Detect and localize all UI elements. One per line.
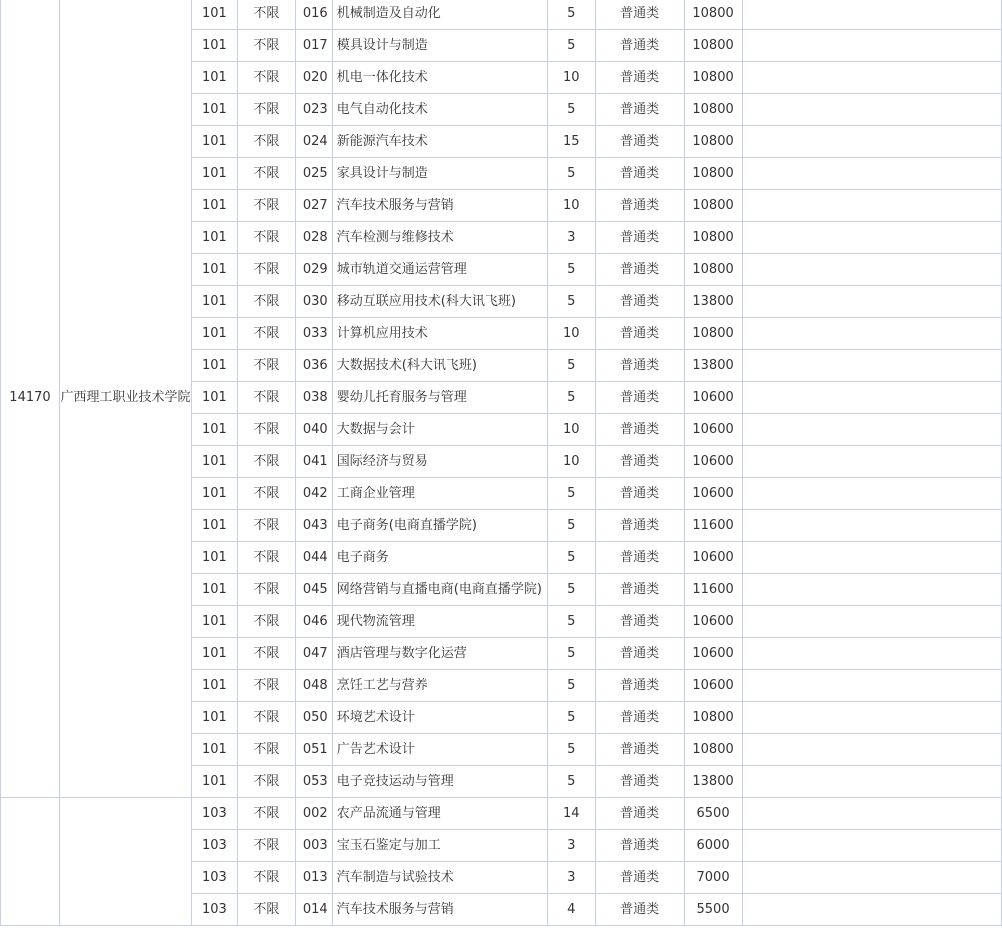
remarks-cell bbox=[742, 222, 1001, 254]
tuition-fee-cell: 10600 bbox=[684, 606, 742, 638]
plan-count-cell: 15 bbox=[547, 126, 595, 158]
major-code-cell: 036 bbox=[295, 350, 332, 382]
major-code-cell: 033 bbox=[295, 318, 332, 350]
plan-count-cell: 5 bbox=[547, 638, 595, 670]
tuition-fee-cell: 10600 bbox=[684, 542, 742, 574]
gender-cell: 不限 bbox=[237, 862, 295, 894]
major-name-cell: 酒店管理与数字化运营 bbox=[332, 638, 547, 670]
batch-cell: 101 bbox=[191, 478, 237, 510]
major-code-cell: 044 bbox=[295, 542, 332, 574]
category-cell: 普通类 bbox=[595, 798, 684, 830]
major-name-cell: 工商企业管理 bbox=[332, 478, 547, 510]
category-cell: 普通类 bbox=[595, 0, 684, 30]
remarks-cell bbox=[742, 318, 1001, 350]
major-name-cell: 电子商务(电商直播学院) bbox=[332, 510, 547, 542]
category-cell: 普通类 bbox=[595, 190, 684, 222]
category-cell: 普通类 bbox=[595, 766, 684, 798]
gender-cell: 不限 bbox=[237, 894, 295, 926]
plan-count-cell: 5 bbox=[547, 382, 595, 414]
major-code-cell: 013 bbox=[295, 862, 332, 894]
major-name-cell: 现代物流管理 bbox=[332, 606, 547, 638]
tuition-fee-cell: 10800 bbox=[684, 30, 742, 62]
major-name-cell: 电子商务 bbox=[332, 542, 547, 574]
major-name-cell: 大数据与会计 bbox=[332, 414, 547, 446]
gender-cell: 不限 bbox=[237, 190, 295, 222]
gender-cell: 不限 bbox=[237, 94, 295, 126]
remarks-cell bbox=[742, 158, 1001, 190]
major-code-cell: 051 bbox=[295, 734, 332, 766]
major-code-cell: 014 bbox=[295, 894, 332, 926]
category-cell: 普通类 bbox=[595, 62, 684, 94]
tuition-fee-cell: 10600 bbox=[684, 414, 742, 446]
batch-cell: 101 bbox=[191, 638, 237, 670]
school-name-cell bbox=[59, 798, 191, 926]
category-cell: 普通类 bbox=[595, 670, 684, 702]
batch-cell: 101 bbox=[191, 542, 237, 574]
plan-count-cell: 10 bbox=[547, 446, 595, 478]
table-row bbox=[1, 0, 1002, 30]
major-name-cell: 家具设计与制造 bbox=[332, 158, 547, 190]
gender-cell: 不限 bbox=[237, 478, 295, 510]
plan-count-cell: 5 bbox=[547, 158, 595, 190]
major-name-cell: 模具设计与制造 bbox=[332, 30, 547, 62]
major-name-cell: 汽车技术服务与营销 bbox=[332, 894, 547, 926]
major-code-cell: 003 bbox=[295, 830, 332, 862]
remarks-cell bbox=[742, 0, 1001, 30]
category-cell: 普通类 bbox=[595, 350, 684, 382]
gender-cell: 不限 bbox=[237, 542, 295, 574]
remarks-cell bbox=[742, 510, 1001, 542]
gender-cell: 不限 bbox=[237, 222, 295, 254]
category-cell: 普通类 bbox=[595, 382, 684, 414]
gender-cell: 不限 bbox=[237, 30, 295, 62]
category-cell: 普通类 bbox=[595, 254, 684, 286]
category-cell: 普通类 bbox=[595, 446, 684, 478]
major-name-cell: 计算机应用技术 bbox=[332, 318, 547, 350]
remarks-cell bbox=[742, 894, 1001, 926]
remarks-cell bbox=[742, 414, 1001, 446]
tuition-fee-cell: 6000 bbox=[684, 830, 742, 862]
category-cell: 普通类 bbox=[595, 862, 684, 894]
batch-cell: 101 bbox=[191, 158, 237, 190]
plan-count-cell: 3 bbox=[547, 830, 595, 862]
tuition-fee-cell: 10800 bbox=[684, 190, 742, 222]
tuition-fee-cell: 10600 bbox=[684, 382, 742, 414]
remarks-cell bbox=[742, 606, 1001, 638]
gender-cell: 不限 bbox=[237, 766, 295, 798]
plan-count-cell: 5 bbox=[547, 574, 595, 606]
major-code-cell: 017 bbox=[295, 30, 332, 62]
major-name-cell: 农产品流通与管理 bbox=[332, 798, 547, 830]
batch-cell: 101 bbox=[191, 254, 237, 286]
remarks-cell bbox=[742, 574, 1001, 606]
major-name-cell: 汽车技术服务与营销 bbox=[332, 190, 547, 222]
batch-cell: 101 bbox=[191, 190, 237, 222]
plan-count-cell: 3 bbox=[547, 862, 595, 894]
gender-cell: 不限 bbox=[237, 286, 295, 318]
remarks-cell bbox=[742, 638, 1001, 670]
tuition-fee-cell: 13800 bbox=[684, 766, 742, 798]
major-name-cell: 婴幼儿托育服务与管理 bbox=[332, 382, 547, 414]
category-cell: 普通类 bbox=[595, 542, 684, 574]
remarks-cell bbox=[742, 478, 1001, 510]
tuition-fee-cell: 6500 bbox=[684, 798, 742, 830]
category-cell: 普通类 bbox=[595, 830, 684, 862]
major-code-cell: 040 bbox=[295, 414, 332, 446]
category-cell: 普通类 bbox=[595, 510, 684, 542]
major-name-cell: 电气自动化技术 bbox=[332, 94, 547, 126]
batch-cell: 101 bbox=[191, 350, 237, 382]
major-name-cell: 汽车制造与试验技术 bbox=[332, 862, 547, 894]
batch-cell: 101 bbox=[191, 94, 237, 126]
batch-cell: 101 bbox=[191, 414, 237, 446]
category-cell: 普通类 bbox=[595, 574, 684, 606]
plan-count-cell: 14 bbox=[547, 798, 595, 830]
major-code-cell: 020 bbox=[295, 62, 332, 94]
gender-cell: 不限 bbox=[237, 158, 295, 190]
gender-cell: 不限 bbox=[237, 414, 295, 446]
major-code-cell: 050 bbox=[295, 702, 332, 734]
remarks-cell bbox=[742, 126, 1001, 158]
plan-count-cell: 5 bbox=[547, 94, 595, 126]
major-code-cell: 029 bbox=[295, 254, 332, 286]
category-cell: 普通类 bbox=[595, 30, 684, 62]
tuition-fee-cell: 13800 bbox=[684, 286, 742, 318]
major-code-cell: 002 bbox=[295, 798, 332, 830]
school-name-cell: 广西理工职业技术学院 bbox=[59, 0, 191, 798]
remarks-cell bbox=[742, 30, 1001, 62]
school-code-cell bbox=[1, 798, 60, 926]
batch-cell: 103 bbox=[191, 894, 237, 926]
major-code-cell: 023 bbox=[295, 94, 332, 126]
plan-count-cell: 10 bbox=[547, 62, 595, 94]
major-code-cell: 053 bbox=[295, 766, 332, 798]
category-cell: 普通类 bbox=[595, 318, 684, 350]
plan-count-cell: 5 bbox=[547, 0, 595, 30]
remarks-cell bbox=[742, 862, 1001, 894]
plan-count-cell: 5 bbox=[547, 702, 595, 734]
remarks-cell bbox=[742, 734, 1001, 766]
gender-cell: 不限 bbox=[237, 702, 295, 734]
plan-count-cell: 5 bbox=[547, 478, 595, 510]
major-code-cell: 042 bbox=[295, 478, 332, 510]
major-name-cell: 城市轨道交通运营管理 bbox=[332, 254, 547, 286]
remarks-cell bbox=[742, 798, 1001, 830]
tuition-fee-cell: 10800 bbox=[684, 158, 742, 190]
gender-cell: 不限 bbox=[237, 606, 295, 638]
remarks-cell bbox=[742, 94, 1001, 126]
tuition-fee-cell: 10800 bbox=[684, 222, 742, 254]
table-row bbox=[1, 798, 1002, 830]
major-name-cell: 汽车检测与维修技术 bbox=[332, 222, 547, 254]
category-cell: 普通类 bbox=[595, 606, 684, 638]
remarks-cell bbox=[742, 766, 1001, 798]
plan-count-cell: 5 bbox=[547, 670, 595, 702]
plan-count-cell: 10 bbox=[547, 318, 595, 350]
category-cell: 普通类 bbox=[595, 126, 684, 158]
major-name-cell: 广告艺术设计 bbox=[332, 734, 547, 766]
remarks-cell bbox=[742, 830, 1001, 862]
major-code-cell: 025 bbox=[295, 158, 332, 190]
plan-count-cell: 5 bbox=[547, 734, 595, 766]
school-code-cell: 14170 bbox=[1, 0, 60, 798]
plan-count-cell: 5 bbox=[547, 350, 595, 382]
batch-cell: 101 bbox=[191, 318, 237, 350]
gender-cell: 不限 bbox=[237, 510, 295, 542]
gender-cell: 不限 bbox=[237, 0, 295, 30]
category-cell: 普通类 bbox=[595, 734, 684, 766]
major-name-cell: 环境艺术设计 bbox=[332, 702, 547, 734]
major-name-cell: 国际经济与贸易 bbox=[332, 446, 547, 478]
batch-cell: 101 bbox=[191, 446, 237, 478]
major-name-cell: 烹饪工艺与营养 bbox=[332, 670, 547, 702]
remarks-cell bbox=[742, 254, 1001, 286]
tuition-fee-cell: 10800 bbox=[684, 318, 742, 350]
batch-cell: 101 bbox=[191, 670, 237, 702]
plan-count-cell: 5 bbox=[547, 254, 595, 286]
batch-cell: 101 bbox=[191, 286, 237, 318]
remarks-cell bbox=[742, 350, 1001, 382]
plan-count-cell: 10 bbox=[547, 414, 595, 446]
category-cell: 普通类 bbox=[595, 94, 684, 126]
major-code-cell: 041 bbox=[295, 446, 332, 478]
tuition-fee-cell: 13800 bbox=[684, 350, 742, 382]
batch-cell: 101 bbox=[191, 766, 237, 798]
gender-cell: 不限 bbox=[237, 382, 295, 414]
remarks-cell bbox=[742, 62, 1001, 94]
major-name-cell: 大数据技术(科大讯飞班) bbox=[332, 350, 547, 382]
major-name-cell: 网络营销与直播电商(电商直播学院) bbox=[332, 574, 547, 606]
tuition-fee-cell: 10800 bbox=[684, 94, 742, 126]
batch-cell: 101 bbox=[191, 702, 237, 734]
batch-cell: 103 bbox=[191, 798, 237, 830]
tuition-fee-cell: 11600 bbox=[684, 574, 742, 606]
gender-cell: 不限 bbox=[237, 446, 295, 478]
plan-count-cell: 5 bbox=[547, 30, 595, 62]
major-name-cell: 宝玉石鉴定与加工 bbox=[332, 830, 547, 862]
batch-cell: 101 bbox=[191, 126, 237, 158]
major-code-cell: 046 bbox=[295, 606, 332, 638]
batch-cell: 103 bbox=[191, 830, 237, 862]
major-code-cell: 045 bbox=[295, 574, 332, 606]
tuition-fee-cell: 10600 bbox=[684, 670, 742, 702]
batch-cell: 101 bbox=[191, 0, 237, 30]
batch-cell: 101 bbox=[191, 30, 237, 62]
category-cell: 普通类 bbox=[595, 894, 684, 926]
major-code-cell: 047 bbox=[295, 638, 332, 670]
tuition-fee-cell: 11600 bbox=[684, 510, 742, 542]
remarks-cell bbox=[742, 382, 1001, 414]
major-code-cell: 024 bbox=[295, 126, 332, 158]
batch-cell: 103 bbox=[191, 862, 237, 894]
tuition-fee-cell: 10600 bbox=[684, 446, 742, 478]
batch-cell: 101 bbox=[191, 510, 237, 542]
gender-cell: 不限 bbox=[237, 126, 295, 158]
major-code-cell: 027 bbox=[295, 190, 332, 222]
major-code-cell: 028 bbox=[295, 222, 332, 254]
batch-cell: 101 bbox=[191, 382, 237, 414]
plan-count-cell: 3 bbox=[547, 222, 595, 254]
plan-count-cell: 5 bbox=[547, 286, 595, 318]
tuition-fee-cell: 10600 bbox=[684, 478, 742, 510]
remarks-cell bbox=[742, 542, 1001, 574]
category-cell: 普通类 bbox=[595, 702, 684, 734]
gender-cell: 不限 bbox=[237, 62, 295, 94]
tuition-fee-cell: 10800 bbox=[684, 62, 742, 94]
major-code-cell: 030 bbox=[295, 286, 332, 318]
batch-cell: 101 bbox=[191, 606, 237, 638]
category-cell: 普通类 bbox=[595, 222, 684, 254]
gender-cell: 不限 bbox=[237, 734, 295, 766]
plan-count-cell: 10 bbox=[547, 190, 595, 222]
major-name-cell: 电子竞技运动与管理 bbox=[332, 766, 547, 798]
major-name-cell: 机械制造及自动化 bbox=[332, 0, 547, 30]
remarks-cell bbox=[742, 670, 1001, 702]
table-body bbox=[1, 0, 1002, 926]
tuition-fee-cell: 10800 bbox=[684, 734, 742, 766]
tuition-fee-cell: 10600 bbox=[684, 638, 742, 670]
gender-cell: 不限 bbox=[237, 798, 295, 830]
gender-cell: 不限 bbox=[237, 318, 295, 350]
major-name-cell: 新能源汽车技术 bbox=[332, 126, 547, 158]
major-code-cell: 048 bbox=[295, 670, 332, 702]
major-name-cell: 机电一体化技术 bbox=[332, 62, 547, 94]
gender-cell: 不限 bbox=[237, 670, 295, 702]
plan-count-cell: 5 bbox=[547, 542, 595, 574]
tuition-fee-cell: 10800 bbox=[684, 702, 742, 734]
batch-cell: 101 bbox=[191, 574, 237, 606]
tuition-fee-cell: 10800 bbox=[684, 0, 742, 30]
remarks-cell bbox=[742, 190, 1001, 222]
tuition-fee-cell: 5500 bbox=[684, 894, 742, 926]
gender-cell: 不限 bbox=[237, 574, 295, 606]
major-code-cell: 043 bbox=[295, 510, 332, 542]
tuition-fee-cell: 10800 bbox=[684, 254, 742, 286]
plan-count-cell: 5 bbox=[547, 510, 595, 542]
gender-cell: 不限 bbox=[237, 830, 295, 862]
remarks-cell bbox=[742, 446, 1001, 478]
plan-count-cell: 4 bbox=[547, 894, 595, 926]
major-code-cell: 016 bbox=[295, 0, 332, 30]
category-cell: 普通类 bbox=[595, 478, 684, 510]
remarks-cell bbox=[742, 702, 1001, 734]
tuition-fee-cell: 7000 bbox=[684, 862, 742, 894]
category-cell: 普通类 bbox=[595, 158, 684, 190]
major-name-cell: 移动互联应用技术(科大讯飞班) bbox=[332, 286, 547, 318]
plan-count-cell: 5 bbox=[547, 766, 595, 798]
category-cell: 普通类 bbox=[595, 638, 684, 670]
gender-cell: 不限 bbox=[237, 254, 295, 286]
category-cell: 普通类 bbox=[595, 414, 684, 446]
category-cell: 普通类 bbox=[595, 286, 684, 318]
remarks-cell bbox=[742, 286, 1001, 318]
gender-cell: 不限 bbox=[237, 638, 295, 670]
gender-cell: 不限 bbox=[237, 350, 295, 382]
major-code-cell: 038 bbox=[295, 382, 332, 414]
batch-cell: 101 bbox=[191, 222, 237, 254]
tuition-fee-cell: 10800 bbox=[684, 126, 742, 158]
batch-cell: 101 bbox=[191, 62, 237, 94]
plan-count-cell: 5 bbox=[547, 606, 595, 638]
batch-cell: 101 bbox=[191, 734, 237, 766]
